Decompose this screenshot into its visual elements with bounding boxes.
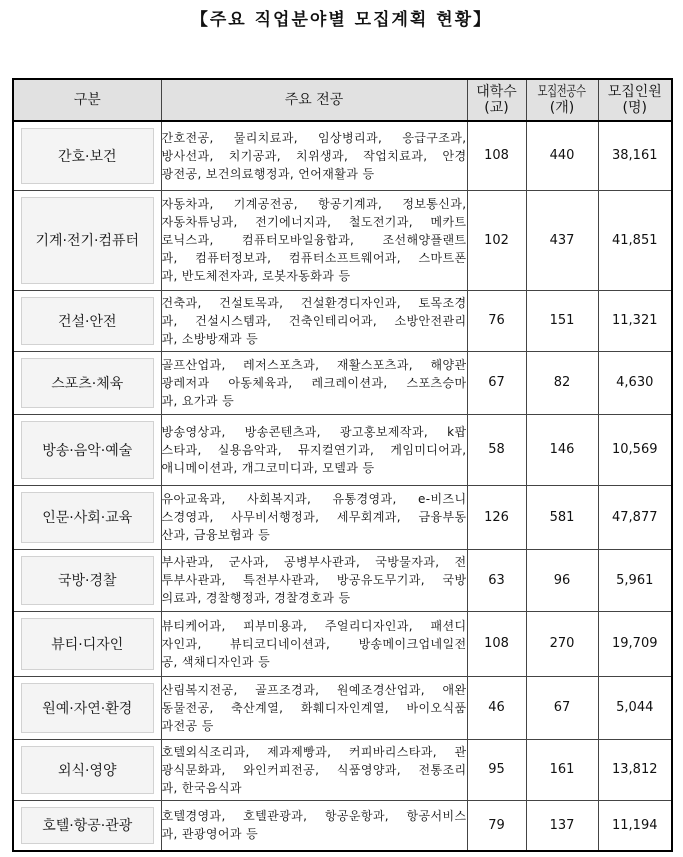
majors-line: 광레저과 아동체육과, 레크레이션과, 스포츠승마: [161, 375, 467, 390]
majors-line: 공, 색채디자인과 등: [161, 654, 271, 669]
majors-line: 호텔외식조리과, 제과제빵과, 커피바리스타과, 관: [161, 744, 467, 759]
major-count-cell: 437: [526, 190, 598, 290]
category-label: 국방·경찰: [57, 573, 117, 589]
table-body: [13, 121, 672, 851]
header-major-count-label-wrap: [527, 84, 598, 100]
recruitment-table: [12, 78, 673, 852]
category-box: [21, 128, 154, 184]
majors-line: 과, 관광영어과 등: [161, 827, 259, 842]
header-major-count: [526, 79, 598, 121]
major-count-cell: 581: [526, 485, 598, 549]
header-major-count-unit: (개): [549, 100, 575, 116]
recruits-cell: 11,194: [598, 800, 672, 851]
universities-cell: 108: [467, 121, 526, 190]
category-label: 기계·전기·컴퓨터: [35, 233, 140, 249]
category-box: [21, 683, 154, 733]
category-cell: [13, 549, 161, 611]
universities-cell: 58: [467, 414, 526, 485]
category-cell: [13, 485, 161, 549]
majors-cell: [161, 190, 467, 290]
table-row: [13, 190, 672, 290]
page-title: 【주요 직업분야별 모집계획 현황】: [190, 10, 493, 30]
header-majors: 주요 전공: [161, 79, 467, 121]
table-row: [13, 351, 672, 414]
majors-line: 광전공, 보건의료행정과, 언어재활과 등: [161, 166, 375, 181]
universities-cell: 108: [467, 611, 526, 676]
recruits-cell: 5,044: [598, 676, 672, 739]
universities-cell: 79: [467, 800, 526, 851]
universities-cell: 46: [467, 676, 526, 739]
majors-cell: [161, 485, 467, 549]
header-universities-unit: (교): [484, 100, 509, 116]
category-cell: [13, 351, 161, 414]
category-label: 스포츠·체육: [51, 375, 124, 392]
majors-line: 방송영상과, 방송콘텐츠과, 광고홍보제작과, k팝: [161, 424, 467, 439]
category-label: 방송·음악·예술: [42, 442, 133, 459]
table-header: [13, 79, 672, 121]
majors-line: 과, 요가과 등: [161, 393, 235, 408]
recruits-cell: 5,961: [598, 549, 672, 611]
majors-line: 과전공 등: [161, 718, 214, 733]
table-row: [13, 121, 672, 190]
category-cell: [13, 676, 161, 739]
category-box: [21, 618, 154, 670]
recruits-cell: 4,630: [598, 351, 672, 414]
table-row: [13, 800, 672, 851]
category-cell: [13, 121, 161, 190]
recruits-cell: 38,161: [598, 121, 672, 190]
majors-line: 스경영과, 사무비서행정과, 세무회계과, 금융부동: [161, 510, 467, 524]
category-box: [21, 807, 154, 845]
category-cell: [13, 611, 161, 676]
majors-cell: [161, 351, 467, 414]
majors-cell: [161, 414, 467, 485]
header-major-count-label: 모집전공수: [537, 84, 587, 100]
header-recruits-label: 모집인원: [607, 84, 662, 100]
category-label: 건설·안전: [57, 313, 117, 330]
universities-cell: 126: [467, 485, 526, 549]
category-cell: [13, 290, 161, 351]
table-row: [13, 290, 672, 351]
majors-line: 과, 소방방재과 등: [161, 331, 259, 346]
major-count-cell: 161: [526, 739, 598, 800]
header-universities-label: 대학수: [476, 84, 517, 100]
majors-cell: [161, 800, 467, 851]
category-label: 호텔·항공·관광: [42, 818, 133, 835]
majors-cell: [161, 549, 467, 611]
majors-line: 자동차과, 기계공전공, 항공기계과, 정보통신과,: [161, 197, 467, 211]
category-box: [21, 358, 154, 408]
majors-line: 과, 반도체전자과, 로봇자동화과 등: [161, 269, 351, 283]
majors-line: 간호전공, 물리치료과, 임상병리과, 응급구조과,: [161, 130, 467, 145]
table-row: [13, 739, 672, 800]
majors-cell: [161, 739, 467, 800]
majors-line: 자동차튜닝과, 전기에너지과, 철도전기과, 메카트: [161, 215, 467, 229]
majors-line: 과, 한국음식과: [161, 780, 242, 795]
majors-line: 골프산업과, 레저스포츠과, 재활스포츠과, 해양관: [161, 357, 467, 372]
universities-cell: 76: [467, 290, 526, 351]
category-cell: [13, 190, 161, 290]
universities-cell: 95: [467, 739, 526, 800]
majors-line: 건축과, 건설토목과, 건설환경디자인과, 토목조경: [161, 295, 467, 310]
category-label: 인문·사회·교육: [42, 510, 133, 526]
universities-cell: 63: [467, 549, 526, 611]
recruits-cell: 19,709: [598, 611, 672, 676]
majors-line: 로닉스과, 컴퓨터모바일융합과, 조선해양플랜트: [161, 233, 467, 247]
category-box: [21, 297, 154, 345]
category-cell: [13, 800, 161, 851]
majors-line: 동물전공, 축산계열, 화훼디자인계열, 바이오식품: [161, 700, 467, 715]
majors-line: 투부사관과, 특전부사관과, 방공유도무기과, 국방: [161, 573, 467, 587]
majors-line: 산림복지전공, 골프조경과, 원예조경산업과, 애완: [161, 682, 467, 697]
category-box: [21, 197, 154, 284]
majors-line: 과, 컴퓨터정보과, 컴퓨터소프트웨어과, 스마트폰: [161, 251, 467, 265]
header-universities: [467, 79, 526, 121]
major-count-cell: 96: [526, 549, 598, 611]
universities-cell: 67: [467, 351, 526, 414]
header-recruits: [598, 79, 672, 121]
majors-line: 뷰티케어과, 피부미용과, 주얼리디자인과, 패션디: [161, 618, 467, 633]
majors-line: 애니메이션과, 개그코미디과, 모델과 등: [161, 460, 375, 475]
majors-line: 광식문화과, 와인커피전공, 식품영양과, 전통조리: [161, 762, 467, 777]
recruits-cell: 47,877: [598, 485, 672, 549]
table-row: [13, 414, 672, 485]
majors-cell: [161, 676, 467, 739]
category-box: [21, 421, 154, 479]
recruits-cell: 11,321: [598, 290, 672, 351]
category-label: 간호·보건: [57, 148, 117, 165]
table-row: [13, 611, 672, 676]
major-count-cell: 67: [526, 676, 598, 739]
category-label: 원예·자연·환경: [42, 700, 133, 717]
recruits-cell: 13,812: [598, 739, 672, 800]
header-row: [13, 79, 672, 121]
majors-line: 호텔경영과, 호텔관광과, 항공운항과, 항공서비스: [161, 809, 467, 824]
category-label: 외식·영양: [57, 762, 117, 779]
major-count-cell: 146: [526, 414, 598, 485]
category-label: 뷰티·디자인: [51, 636, 124, 653]
category-box: [21, 746, 154, 794]
majors-line: 유아교육과, 사회복지과, 유통경영과, e-비즈니: [161, 492, 467, 506]
table-row: [13, 485, 672, 549]
table-row: [13, 549, 672, 611]
majors-line: 과, 건설시스템과, 건축인테리어과, 소방안전관리: [161, 313, 467, 328]
category-box: [21, 556, 154, 605]
recruits-cell: 41,851: [598, 190, 672, 290]
majors-cell: [161, 611, 467, 676]
major-count-cell: 137: [526, 800, 598, 851]
majors-line: 의료과, 경찰행정과, 경찰경호과 등: [161, 591, 351, 605]
major-count-cell: 270: [526, 611, 598, 676]
majors-line: 스타과, 실용음악과, 뮤지컬연기과, 게임미디어과,: [161, 442, 467, 457]
header-category: 구분: [13, 79, 161, 121]
universities-cell: 102: [467, 190, 526, 290]
majors-line: 자인과, 뷰티코디네이션과, 방송메이크업네일전: [161, 636, 467, 651]
majors-line: 산과, 금융보험과 등: [161, 528, 271, 542]
major-count-cell: 82: [526, 351, 598, 414]
header-recruits-unit: (명): [622, 100, 647, 116]
table-row: [13, 676, 672, 739]
majors-line: 방사선과, 치기공과, 치위생과, 작업치료과, 안경: [161, 148, 467, 163]
recruits-cell: 10,569: [598, 414, 672, 485]
majors-cell: [161, 121, 467, 190]
majors-cell: [161, 290, 467, 351]
category-box: [21, 492, 154, 543]
category-cell: [13, 739, 161, 800]
major-count-cell: 440: [526, 121, 598, 190]
major-count-cell: 151: [526, 290, 598, 351]
majors-line: 부사관과, 군사과, 공병부사관과, 국방물자과, 전: [161, 555, 467, 569]
category-cell: [13, 414, 161, 485]
